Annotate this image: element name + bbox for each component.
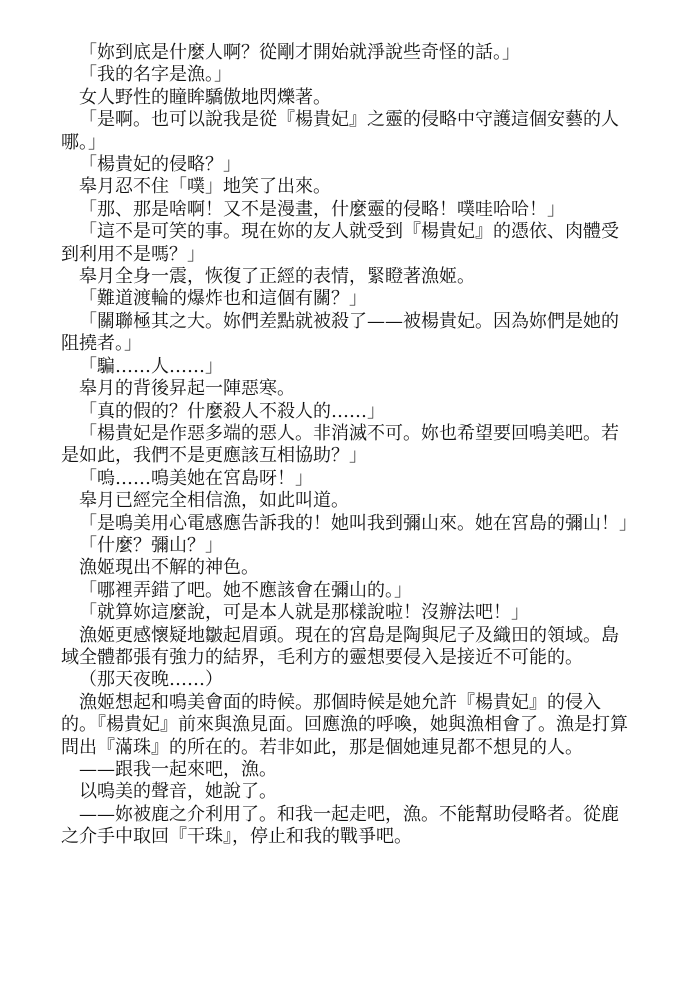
paragraph: 以鳴美的聲音，她說了。	[79, 781, 277, 803]
paragraph: 「那、那是啥啊！又不是漫畫，什麼靈的侵略！噗哇哈哈！」	[79, 198, 565, 220]
paragraph: 漁姬現出不解的神色。	[79, 557, 259, 579]
paragraph: ——跟我一起來吧，漁。	[79, 759, 277, 780]
paragraph: 「嗚……鳴美她在宮島呀！」	[79, 467, 313, 489]
paragraph: ——妳被鹿之介利用了。和我一起走吧，漁。不能幫助侵略者。從鹿之介手中取回『干珠』，停止和我的戰爭吧。	[61, 803, 619, 848]
paragraph: 「楊貴妃的侵略？」	[79, 154, 241, 176]
paragraph: 皋月的背後昇起一陣惡寒。	[79, 378, 295, 400]
paragraph: 漁姬更感懷疑地皺起眉頭。現在的宮島是陶與尼子及織田的領域。島域全體都張有強力的結界，毛利方的靈想要侵入是接近不可能的。	[61, 624, 619, 668]
paragraph: 皋月已經完全相信漁，如此叫道。	[79, 490, 349, 512]
paragraph: 「真的假的？什麼殺人不殺人的……」	[79, 400, 385, 422]
paragraph: 女人野性的瞳眸驕傲地閃爍著。	[79, 86, 331, 108]
paragraph: （那天夜晚……）	[79, 669, 223, 691]
paragraph: 「妳到底是什麼人啊？從剛才開始就淨說些奇怪的話。」	[79, 42, 520, 63]
document-page	[61, 42, 637, 849]
paragraph: 「哪裡弄錯了吧。她不應該會在彌山的。」	[79, 579, 412, 601]
paragraph: 「我的名字是漁。」	[79, 64, 232, 86]
paragraph: 「楊貴妃是作惡多端的惡人。非消滅不可。妳也希望要回鳴美吧。若是如此，我們不是更應該互相協助？」	[61, 422, 619, 467]
paragraph: 「什麼？彌山？」	[79, 534, 223, 556]
paragraph: 皋月全身一震，恢復了正經的表情，緊瞪著漁姬。	[79, 266, 475, 288]
paragraph: 「騙……人……」	[79, 355, 223, 377]
paragraph: 皋月忍不住「噗」地笑了出來。	[79, 176, 331, 198]
paragraph: 「就算妳這麼說，可是本人就是那樣說啦！沒辦法吧！」	[79, 602, 529, 624]
paragraph: 「難道渡輪的爆炸也和這個有關？」	[79, 288, 367, 310]
paragraph: 漁姬想起和鳴美會面的時候。那個時候是她允許『楊貴妃』的侵入的。『楊貴妃』前來與漁見面。回應漁的呼喚，她與漁相會了。漁是打算問出『滿珠』的所在的。若非如此，那是個她連見都不想見的人。	[61, 691, 628, 758]
paragraph: 「是鳴美用心電感應告訴我的！她叫我到彌山來。她在宮島的彌山！」	[79, 512, 637, 534]
paragraph: 「是啊。也可以說我是從『楊貴妃』之靈的侵略中守護這個安藝的人哪。」	[61, 109, 619, 153]
paragraph: 「關聯極其之大。妳們差點就被殺了——被楊貴妃。因為妳們是她的阻撓者。」	[61, 310, 619, 355]
paragraph: 「這不是可笑的事。現在妳的友人就受到『楊貴妃』的憑依、肉體受到利用不是嗎？」	[61, 221, 619, 265]
